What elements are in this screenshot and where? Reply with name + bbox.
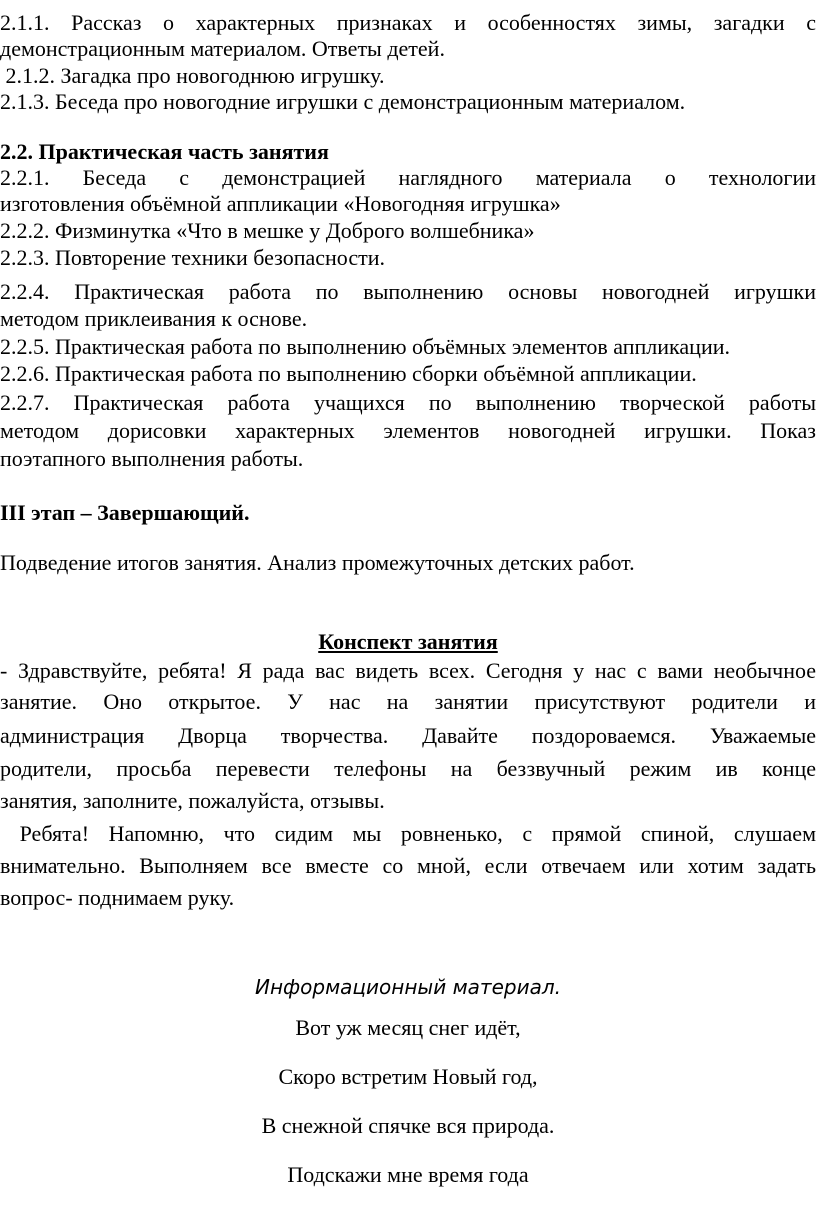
text-line: 2.2.2. Физминутка «Что в мешке у Доброго волшебника» — [0, 218, 535, 243]
stage-heading: III этап – Завершающий. — [0, 500, 250, 525]
text-line: 2.2.1. Беседа с демонстрацией наглядного материала о технологии — [0, 165, 816, 190]
text-line: 2.1.2. Загадка про новогоднюю игрушку. — [0, 63, 385, 88]
notes-title: Конспект занятия — [318, 629, 498, 654]
text-line: 2.1.1. Рассказ о характерных признаках и особенностях зимы, загадки с — [0, 10, 816, 35]
text-line: методом дорисовки характерных элементов новогодней игрушки. Показ — [0, 418, 816, 443]
info-material-heading: Информационный материал. — [255, 975, 561, 999]
text-line: Подведение итогов занятия. Анализ промежуточных детских работ. — [0, 550, 635, 575]
text-line: - Здравствуйте, ребята! Я рада вас видеть всех. Сегодня у нас с вами необычное — [0, 658, 816, 683]
text-line: изготовления объёмной аппликации «Новогодняя игрушка» — [0, 191, 561, 216]
text-line: родители, просьба перевести телефоны на беззвучный режим ив конце — [0, 756, 816, 781]
text-line: 2.2.7. Практическая работа учащихся по выполнению творческой работы — [0, 390, 816, 415]
text-line: администрация Дворца творчества. Давайте поздороваемся. Уважаемые — [0, 723, 816, 748]
text-line: 2.1.3. Беседа про новогодние игрушки с демонстрационным материалом. — [0, 89, 686, 114]
poem-line: В снежной спячке вся природа. — [261, 1113, 555, 1138]
text-line: 2.2.5. Практическая работа по выполнению объёмных элементов аппликации. — [0, 334, 730, 359]
text-line: Ребята! Напомню, что сидим мы ровненько, с прямой спиной, слушаем — [0, 821, 816, 846]
text-line: 2.2.3. Повторение техники безопасности. — [0, 245, 385, 270]
text-line: вопрос- поднимаем руку. — [0, 885, 235, 910]
section-heading: 2.2. Практическая часть занятия — [0, 139, 329, 164]
text-line: демонстрационным материалом. Ответы детей. — [0, 36, 445, 61]
poem-line: Подскажи мне время года — [287, 1162, 529, 1187]
text-line: методом приклеивания к основе. — [0, 306, 308, 331]
text-line: занятия, заполните, пожалуйста, отзывы. — [0, 788, 385, 813]
text-line: 2.2.4. Практическая работа по выполнению основы новогодней игрушки — [0, 279, 816, 304]
poem-line: Вот уж месяц снег идёт, — [295, 1015, 521, 1040]
text-line: 2.2.6. Практическая работа по выполнению сборки объёмной аппликации. — [0, 361, 697, 386]
poem-line: Скоро встретим Новый год, — [278, 1064, 538, 1089]
text-line: внимательно. Выполняем все вместе со мной, если отвечаем или хотим задать — [0, 853, 816, 878]
text-line: поэтапного выполнения работы. — [0, 446, 304, 471]
text-line: занятие. Оно открытое. У нас на занятии присутствуют родители и — [0, 689, 816, 714]
